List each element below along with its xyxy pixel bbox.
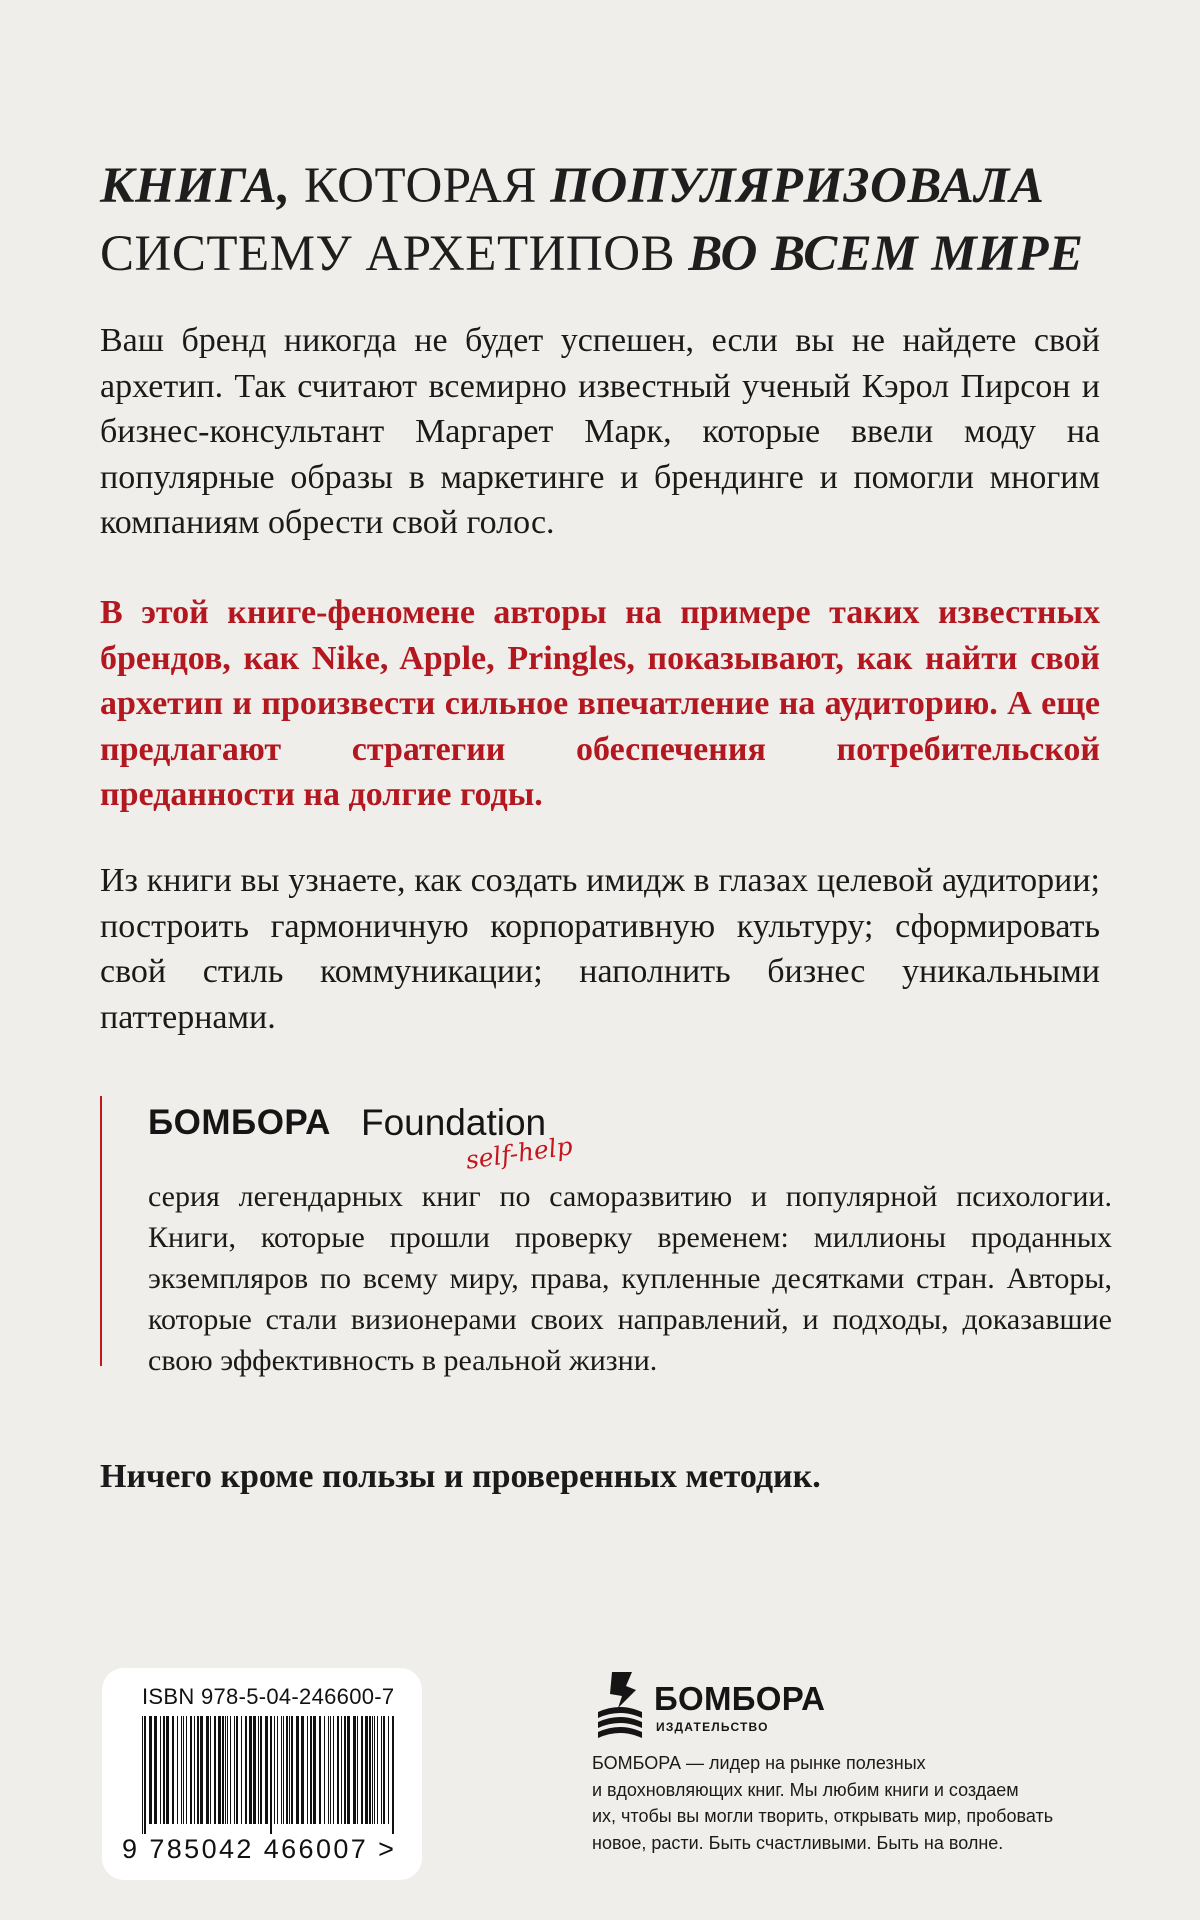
barcode-bar [344,1716,346,1824]
barcode-bar [291,1716,293,1824]
barcode-bar [197,1716,199,1824]
publisher-line: БОМБОРА — лидер на рынке полезных [592,1753,926,1773]
series-description: серия легендарных книг по саморазвитию и популярной психологии. Книги, которые прошли проверку временем: миллионы проданных экземпляров по всему миру, права, купленные десятками стран. Авторы, которые стали визионерами своих направлений, и подходы, доказавшие свою эффективность в реальной жизни. [148,1180,1112,1377]
barcode-bar [183,1716,184,1824]
series-name: Foundation [360,1102,547,1143]
barcode-bar [260,1716,262,1824]
series-logo [148,1102,575,1175]
barcode-bar [142,1716,143,1834]
barcode-bar [369,1716,371,1824]
highlight-paragraph: В этой книге-феномене авторы на примере таких известных брендов, как Nike, Apple, Pringles, показывают, как найти свой архетип и произвести сильное впечатление на аудиторию. А еще предлагают стратегии обеспечения потребительской преданности на долгие годы. [100,594,1100,813]
barcode-bar [227,1716,228,1824]
barcode-bar [270,1716,272,1834]
publisher-logo [592,1668,832,1738]
headline-word: КОТОРАЯ [290,158,551,214]
intro-paragraph: Ваш бренд никогда не будет успешен, если вы не найдете свой архетип. Так считают всемирно известный ученый Кэрол Пирсон и бизнес-консультант Маргарет Марк, которые ввели моду на популярные образы в маркетинге и брендинге и помогли многим компаниям обрести свой голос. [100,322,1100,541]
publisher-line: их, чтобы вы могли творить, открывать мир, пробовать [592,1806,1054,1826]
barcode-bar [214,1716,216,1824]
barcode-bar [149,1716,152,1824]
barcode-bar [274,1716,275,1824]
barcode-bar [357,1716,358,1824]
barcode-bar [333,1716,334,1824]
barcode-bar [190,1716,192,1824]
headline-word: ВО ВСЕМ МИРЕ [688,226,1084,282]
barcode-bar [307,1716,308,1824]
barcode-bar [160,1716,161,1824]
barcode-bar [361,1716,363,1824]
headline-line-2 [100,220,1100,288]
publisher-name: БОМБОРА [654,1680,826,1717]
barcode-bar [200,1716,203,1824]
barcode-digits: 9 785042 466007 > [122,1834,397,1864]
isbn-label: ISBN 978-5-04-246600-7 [142,1684,395,1709]
barcode-bar [245,1716,247,1824]
barcode-bar [265,1716,268,1824]
barcode-bar [310,1716,312,1824]
barcode-bar [365,1716,368,1824]
barcode-bar [392,1716,394,1834]
barcode-bar [144,1716,146,1834]
barcode-bar [319,1716,321,1824]
barcode-bar [353,1716,356,1824]
barcode-bar [381,1716,382,1824]
headline-word: ПОПУЛЯРИЗОВАЛА [550,158,1045,214]
barcode-bar [337,1716,339,1824]
barcode-bar [301,1716,304,1824]
publisher-subtitle: ИЗДАТЕЛЬСТВО [656,1720,769,1734]
barcode-bar [177,1716,178,1824]
barcode-bar [236,1716,238,1824]
barcode-bar [249,1716,252,1824]
tagline: Ничего кроме пользы и проверенных методик. [100,1458,821,1495]
headline-line-1 [100,152,1100,220]
barcode-bar [154,1716,157,1824]
series-brand: БОМБОРА [148,1103,331,1142]
barcode-bar [222,1716,224,1824]
series-script: self-help [463,1131,575,1175]
barcode-bar [194,1716,195,1824]
barcode-bar [289,1716,290,1824]
publisher-mark-icon [592,1668,648,1738]
barcode-bar [383,1716,385,1824]
barcode-bar [241,1716,242,1824]
barcode-bar [281,1716,282,1824]
barcode-bar [283,1716,284,1824]
barcode-bar [225,1716,226,1824]
barcode-bar [330,1716,331,1824]
barcode-bar [286,1716,288,1824]
barcode-bar [372,1716,373,1824]
barcode-bar [230,1716,231,1824]
barcode-box [102,1668,422,1880]
barcode-bar [277,1716,278,1824]
barcode-bar [163,1716,165,1824]
barcode-bar [206,1716,209,1824]
barcode-bar [253,1716,256,1824]
barcode-bar [166,1716,169,1824]
barcode-bar [172,1716,174,1824]
barcode-bar [234,1716,235,1824]
barcode-bar [258,1716,259,1824]
cover-headline [100,152,1100,288]
publisher-line: и вдохновляющих книг. Мы любим книги и создаем [592,1779,1019,1800]
publisher-line: новое, расти. Быть счастливыми. Быть на волне. [592,1832,1004,1853]
barcode-bar [186,1716,187,1824]
barcode-bar [313,1716,316,1824]
series-block [100,1096,1112,1377]
barcode-bar [296,1716,299,1824]
barcode-bar [374,1716,375,1824]
headline-word: СИСТЕМУ АРХЕТИПОВ [100,226,689,282]
barcode-bar [341,1716,342,1824]
barcode-bar [324,1716,325,1824]
headline-word: КНИГА, [100,158,291,214]
learn-paragraph: Из книги вы узнаете, как создать имидж в глазах целевой аудитории; построить гармоничную корпоративную культуру; сформировать свой стиль коммуникации; наполнить бизнес уникальными паттернами. [100,862,1100,1036]
barcode-bar [210,1716,211,1824]
barcode-bar [377,1716,378,1824]
barcode-bar [347,1716,350,1824]
barcode-icon [142,1716,398,1834]
barcode-bar [328,1716,329,1824]
barcode-bar [388,1716,389,1824]
barcode-bar [218,1716,221,1824]
publisher-description [592,1750,1112,1856]
barcode-bar [181,1716,182,1824]
